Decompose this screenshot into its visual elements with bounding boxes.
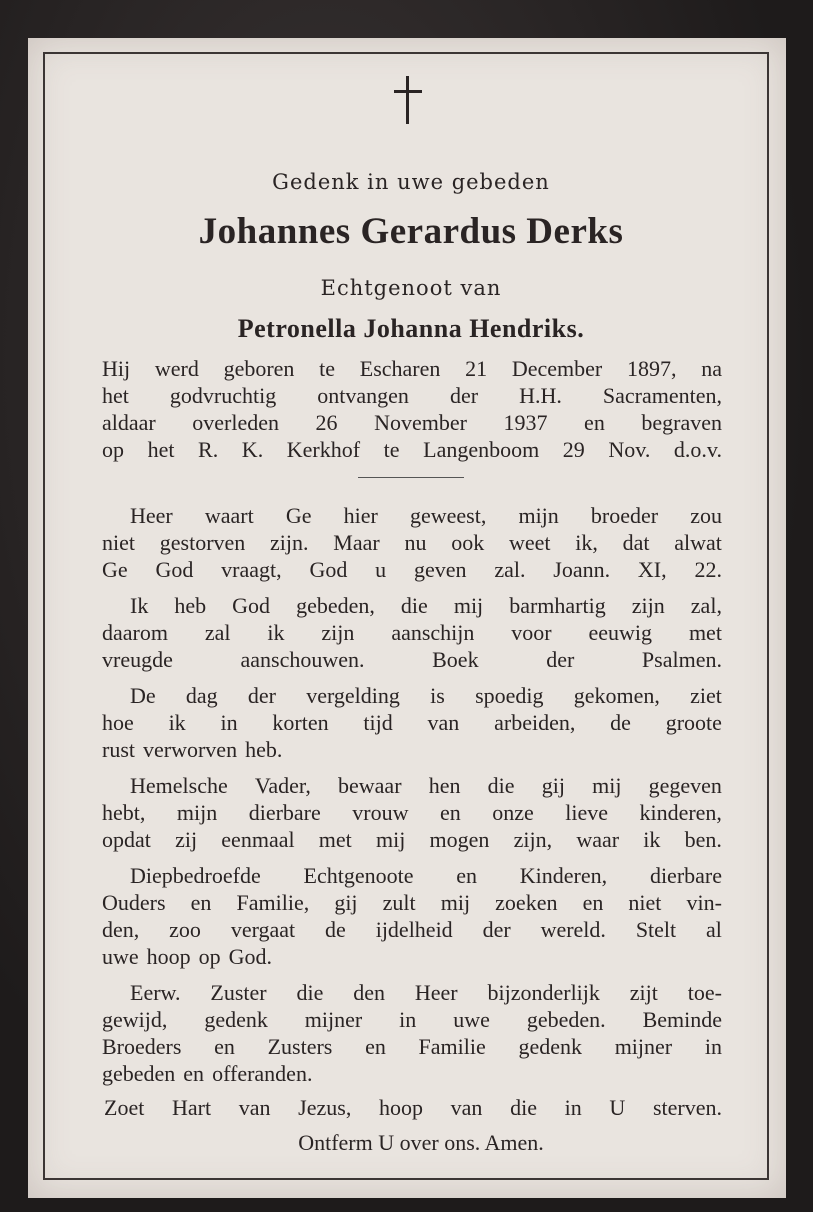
verse-paragraph	[102, 979, 722, 1087]
verse-paragraph	[102, 772, 722, 853]
verse-paragraph	[102, 682, 722, 763]
verse-line: Ik heb God gebeden, die mij barmhartig zijn zal,	[130, 593, 722, 618]
intro-text: Gedenk in uwe gebeden	[272, 170, 550, 194]
verse-line: Ge God vraagt, God u geven zal. Joann. XI, 22.	[102, 557, 722, 582]
cross-icon	[394, 76, 422, 126]
verse-line: Heer waart Ge hier geweest, mijn broeder zou	[130, 503, 722, 528]
verse-line: uwe hoop op God.	[102, 944, 273, 969]
bio-line: Hij werd geboren te Escharen 21 December 1897, na	[102, 356, 722, 381]
verse-line: den, zoo vergaat de ijdelheid der wereld. Stelt al	[102, 917, 722, 942]
verse-line: Broeders en Zusters en Familie gedenk mijner in	[102, 1034, 722, 1059]
verse-line: vreugde aanschouwen. Boek der Psalmen.	[102, 647, 722, 672]
verse-paragraph	[102, 862, 722, 970]
verse-line: hoe ik in korten tijd van arbeiden, de groote	[102, 710, 722, 735]
verse-line: De dag der vergelding is spoedig gekomen, ziet	[130, 683, 722, 708]
verse-line: Diepbedroefde Echtgenoote en Kinderen, dierbare	[130, 863, 722, 888]
bio-line: het godvruchtig ontvangen der H.H. Sacramenten,	[102, 383, 722, 408]
verse-line: daarom zal ik zijn aanschijn voor eeuwig met	[102, 620, 722, 645]
verse-line: Ouders en Familie, gij zult mij zoeken en niet vin-	[102, 890, 722, 915]
verse-line: Eerw. Zuster die den Heer bijzonderlijk zijt toe-	[130, 980, 722, 1005]
bio-line: aldaar overleden 26 November 1937 en begraven	[102, 410, 722, 435]
verse-line: rust verworven heb.	[102, 737, 283, 762]
verse-line: Hemelsche Vader, bewaar hen die gij mij gegeven	[130, 773, 722, 798]
verse-paragraph	[102, 502, 722, 583]
divider-rule	[358, 477, 464, 478]
verse-paragraph	[102, 592, 722, 673]
verse-line: niet gestorven zijn. Maar nu ook weet ik, dat alwat	[102, 530, 722, 555]
closing-prayer: Zoet Hart van Jezus, hoop van die in U sterven.	[104, 1095, 722, 1120]
verse-line: gebeden en offeranden.	[102, 1061, 313, 1086]
verse-line: hebt, mijn dierbare vrouw en onze lieve kinderen,	[102, 800, 722, 825]
verse-line: gewijd, gedenk mijner in uwe gebeden. Beminde	[102, 1007, 722, 1032]
spouse-label: Echtgenoot van	[320, 276, 502, 300]
closing-amen: Ontferm U over ons. Amen.	[298, 1130, 544, 1155]
verses	[102, 502, 722, 1096]
bio-line: op het R. K. Kerkhof te Langenboom 29 Nov. d.o.v.	[102, 437, 722, 462]
spouse-name: Petronella Johanna Hendriks.	[237, 314, 585, 343]
biography	[102, 355, 722, 463]
verse-line: opdat zij eenmaal met mij mogen zijn, waar ik ben.	[102, 827, 722, 852]
deceased-name: Johannes Gerardus Derks	[198, 211, 624, 252]
